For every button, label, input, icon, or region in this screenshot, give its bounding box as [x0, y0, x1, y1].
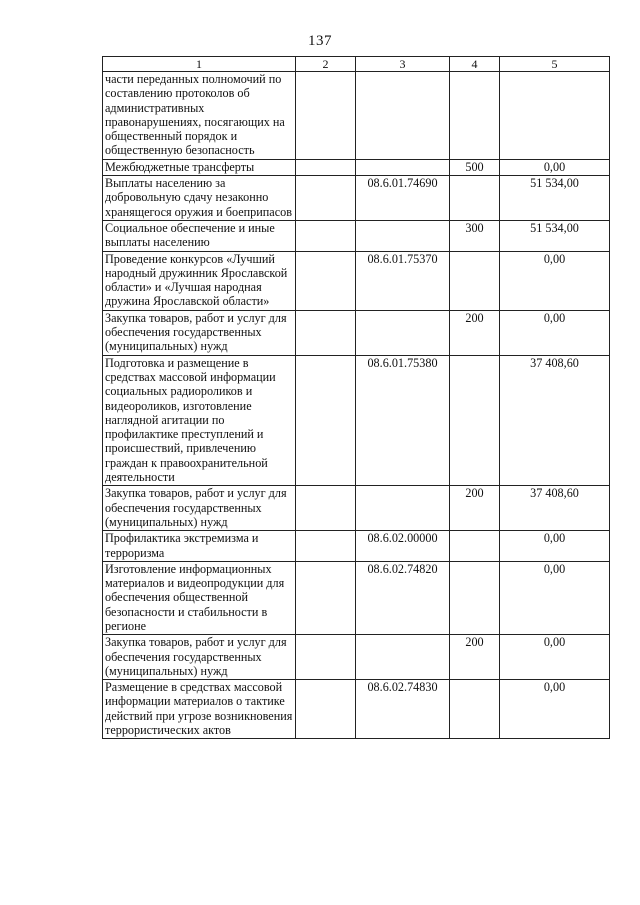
row-code: 08.6.02.74820 — [356, 561, 450, 634]
row-amount: 0,00 — [500, 561, 610, 634]
row-name: Межбюджетные трансферты — [103, 159, 296, 175]
header-col-5: 5 — [500, 57, 610, 72]
row-expense-type — [450, 355, 500, 486]
row-name: Закупка товаров, работ и услуг для обеспечения государственных (муниципальных) нужд — [103, 486, 296, 531]
row-code: 08.6.02.74830 — [356, 680, 450, 739]
table-row — [103, 310, 610, 355]
row-col2 — [296, 176, 356, 221]
table-row — [103, 72, 610, 160]
row-col2 — [296, 310, 356, 355]
row-col2 — [296, 531, 356, 562]
row-col2 — [296, 220, 356, 251]
row-code: 08.6.01.75370 — [356, 251, 450, 310]
row-code — [356, 310, 450, 355]
row-expense-type — [450, 680, 500, 739]
row-expense-type — [450, 72, 500, 160]
header-row — [103, 57, 610, 72]
row-code: 08.6.01.74690 — [356, 176, 450, 221]
row-amount: 37 408,60 — [500, 355, 610, 486]
row-code: 08.6.01.75380 — [356, 355, 450, 486]
row-amount: 51 534,00 — [500, 220, 610, 251]
header-col-2: 2 — [296, 57, 356, 72]
table-row — [103, 159, 610, 175]
row-amount: 51 534,00 — [500, 176, 610, 221]
row-name: Закупка товаров, работ и услуг для обеспечения государственных (муниципальных) нужд — [103, 310, 296, 355]
header-col-4: 4 — [450, 57, 500, 72]
row-col2 — [296, 486, 356, 531]
row-expense-type — [450, 176, 500, 221]
row-expense-type: 500 — [450, 159, 500, 175]
header-col-1: 1 — [103, 57, 296, 72]
row-name: Выплаты населению за добровольную сдачу незаконно хранящегося оружия и боеприпасов — [103, 176, 296, 221]
row-expense-type: 200 — [450, 486, 500, 531]
row-name: Профилактика экстремизма и терроризма — [103, 531, 296, 562]
row-name: Подготовка и размещение в средствах массовой информации социальных радиороликов и видеороликов, изготовление наглядной агитации по профилактике преступлений и происшествий, привлечению граждан к правоохранительной деятельности — [103, 355, 296, 486]
table-row — [103, 561, 610, 634]
row-expense-type: 300 — [450, 220, 500, 251]
table-row — [103, 486, 610, 531]
row-amount: 0,00 — [500, 635, 610, 680]
row-name: Проведение конкурсов «Лучший народный дружинник Ярославской области» и «Лучшая народная дружина Ярославской области» — [103, 251, 296, 310]
table-row — [103, 680, 610, 739]
row-name: Изготовление информационных материалов и видеопродукции для обеспечения общественной безопасности и стабильности в регионе — [103, 561, 296, 634]
row-code — [356, 486, 450, 531]
row-code — [356, 72, 450, 160]
row-expense-type — [450, 561, 500, 634]
row-col2 — [296, 680, 356, 739]
row-amount: 0,00 — [500, 310, 610, 355]
row-col2 — [296, 159, 356, 175]
row-name: Закупка товаров, работ и услуг для обеспечения государственных (муниципальных) нужд — [103, 635, 296, 680]
row-col2 — [296, 251, 356, 310]
row-name: Размещение в средствах массовой информации материалов о тактике действий при угрозе возникновения террористических актов — [103, 680, 296, 739]
row-amount: 0,00 — [500, 680, 610, 739]
table-row — [103, 176, 610, 221]
row-amount: 0,00 — [500, 251, 610, 310]
row-expense-type: 200 — [450, 310, 500, 355]
table-row — [103, 251, 610, 310]
row-amount — [500, 72, 610, 160]
row-name: части переданных полномочий по составлению протоколов об административных правонарушениях, посягающих на общественный порядок и общественную безопасность — [103, 72, 296, 160]
row-amount: 37 408,60 — [500, 486, 610, 531]
budget-table — [102, 56, 610, 739]
row-col2 — [296, 561, 356, 634]
row-code — [356, 220, 450, 251]
row-code: 08.6.02.00000 — [356, 531, 450, 562]
row-expense-type: 200 — [450, 635, 500, 680]
table-row — [103, 531, 610, 562]
row-amount: 0,00 — [500, 531, 610, 562]
row-code — [356, 635, 450, 680]
row-col2 — [296, 355, 356, 486]
table-row — [103, 635, 610, 680]
row-col2 — [296, 72, 356, 160]
header-col-3: 3 — [356, 57, 450, 72]
row-name: Социальное обеспечение и иные выплаты населению — [103, 220, 296, 251]
table-row — [103, 355, 610, 486]
row-amount: 0,00 — [500, 159, 610, 175]
table-row — [103, 220, 610, 251]
row-expense-type — [450, 251, 500, 310]
table-header — [103, 57, 610, 72]
page-number: 137 — [308, 33, 332, 49]
row-col2 — [296, 635, 356, 680]
row-code — [356, 159, 450, 175]
row-expense-type — [450, 531, 500, 562]
table-body — [103, 72, 610, 739]
